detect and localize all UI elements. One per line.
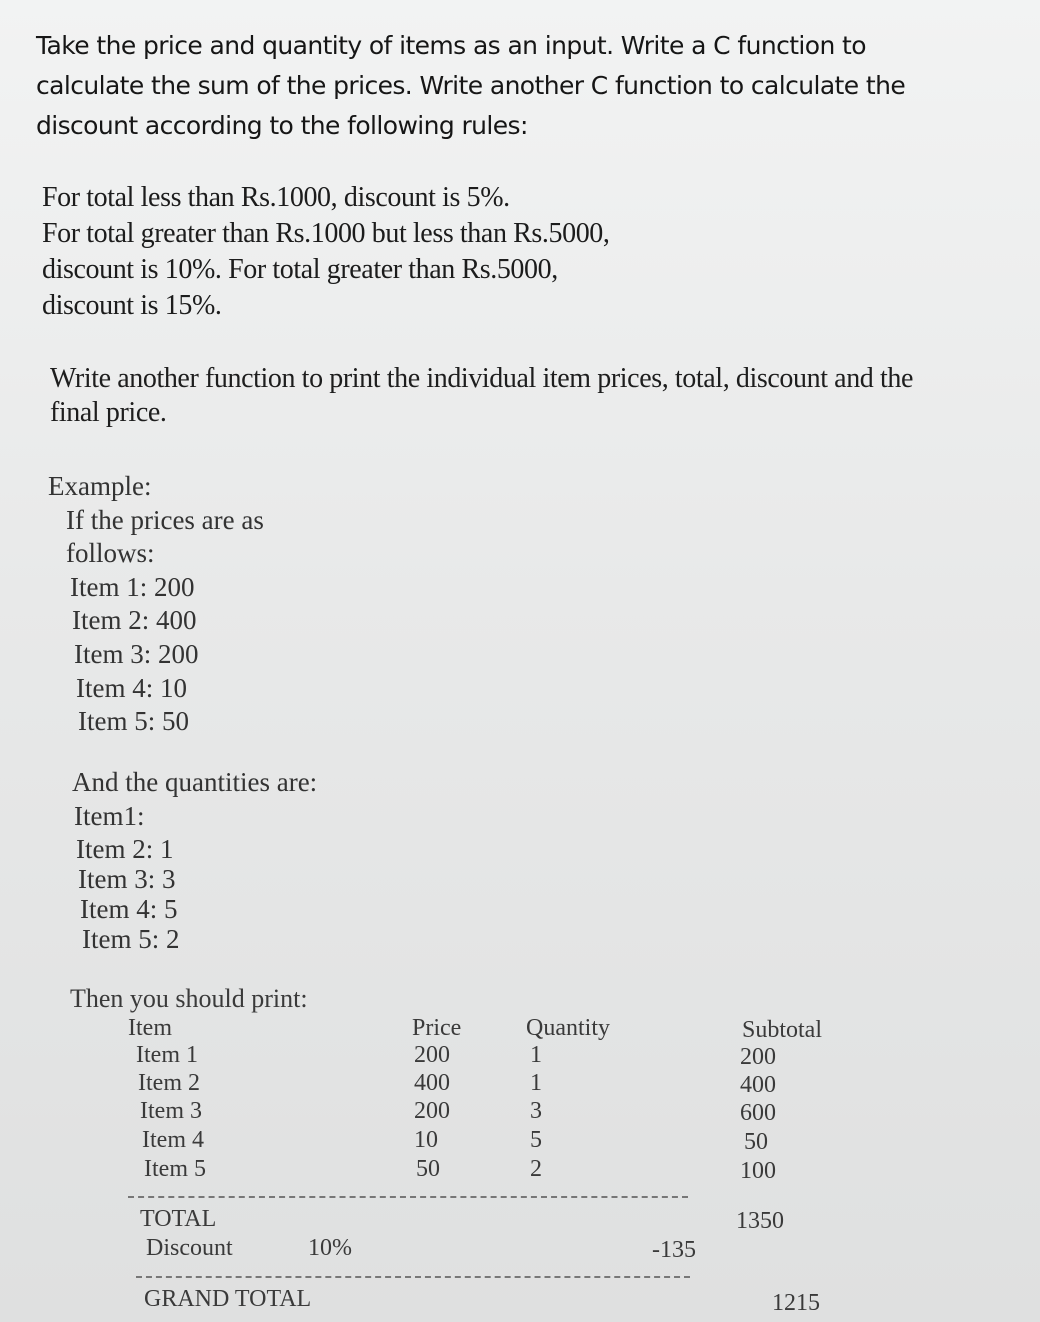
- row-quantity: 2: [530, 1156, 542, 1182]
- header-subtotal: Subtotal: [742, 1017, 823, 1043]
- row-subtotal: 100: [740, 1158, 776, 1184]
- row-subtotal: 400: [740, 1072, 776, 1098]
- quantity-item: Item 2: 1: [76, 834, 174, 864]
- header-quantity: Quantity: [526, 1015, 610, 1041]
- rule-line: For total less than Rs.1000, discount is 5%.: [42, 182, 510, 213]
- intro-line: Take the price and quantity of items as an input. Write a C function to: [36, 31, 866, 60]
- separator-line: [136, 1276, 690, 1278]
- price-item: Item 2: 400: [72, 605, 197, 636]
- printout-heading: Then you should print:: [70, 984, 308, 1013]
- rule-line: discount is 15%.: [42, 290, 222, 321]
- separator-line: [128, 1196, 688, 1198]
- discount-rate: 10%: [308, 1235, 352, 1261]
- example-intro: follows:: [66, 538, 155, 569]
- discount-label: Discount: [146, 1235, 233, 1261]
- total-label: TOTAL: [140, 1206, 217, 1232]
- row-quantity: 1: [530, 1070, 542, 1096]
- grand-total-label: GRAND TOTAL: [144, 1286, 312, 1312]
- price-item: Item 4: 10: [76, 672, 187, 703]
- row-item: Item 4: [142, 1127, 204, 1153]
- row-subtotal: 600: [740, 1100, 776, 1126]
- example-heading: Example:: [48, 471, 152, 501]
- row-quantity: 5: [530, 1127, 542, 1153]
- row-item: Item 1: [136, 1042, 198, 1068]
- intro-line: calculate the sum of the prices. Write another C function to calculate the: [36, 71, 906, 100]
- row-item: Item 2: [138, 1070, 200, 1096]
- price-item: Item 3: 200: [74, 638, 199, 669]
- row-quantity: 3: [530, 1098, 542, 1124]
- row-subtotal: 200: [740, 1044, 776, 1070]
- example-intro: If the prices are as: [66, 504, 264, 535]
- rule-line: discount is 10%. For total greater than Rs.5000,: [42, 254, 558, 285]
- row-item: Item 5: [144, 1156, 206, 1182]
- header-item: Item: [128, 1015, 172, 1041]
- grand-total-value: 1215: [772, 1290, 820, 1316]
- quantity-item: Item 4: 5: [80, 894, 178, 924]
- quantity-item: Item1:: [74, 801, 145, 831]
- row-item: Item 3: [140, 1098, 202, 1124]
- print-function-line: final price.: [50, 397, 167, 428]
- total-value: 1350: [736, 1208, 784, 1234]
- row-price: 200: [414, 1098, 450, 1124]
- row-price: 400: [414, 1070, 450, 1096]
- intro-line: discount according to the following rules:: [36, 111, 528, 140]
- rule-line: For total greater than Rs.1000 but less than Rs.5000,: [42, 218, 610, 249]
- price-item: Item 1: 200: [70, 571, 195, 602]
- row-quantity: 1: [530, 1042, 542, 1068]
- print-function-line: Write another function to print the individual item prices, total, discount and the: [50, 363, 914, 394]
- header-price: Price: [412, 1015, 462, 1041]
- quantities-heading: And the quantities are:: [72, 767, 318, 797]
- row-price: 50: [416, 1156, 440, 1182]
- row-price: 200: [414, 1042, 450, 1068]
- discount-value: -135: [652, 1237, 696, 1263]
- quantity-item: Item 3: 3: [78, 864, 176, 894]
- row-price: 10: [414, 1127, 438, 1153]
- price-item: Item 5: 50: [78, 706, 189, 737]
- quantity-item: Item 5: 2: [82, 924, 180, 954]
- row-subtotal: 50: [744, 1129, 768, 1155]
